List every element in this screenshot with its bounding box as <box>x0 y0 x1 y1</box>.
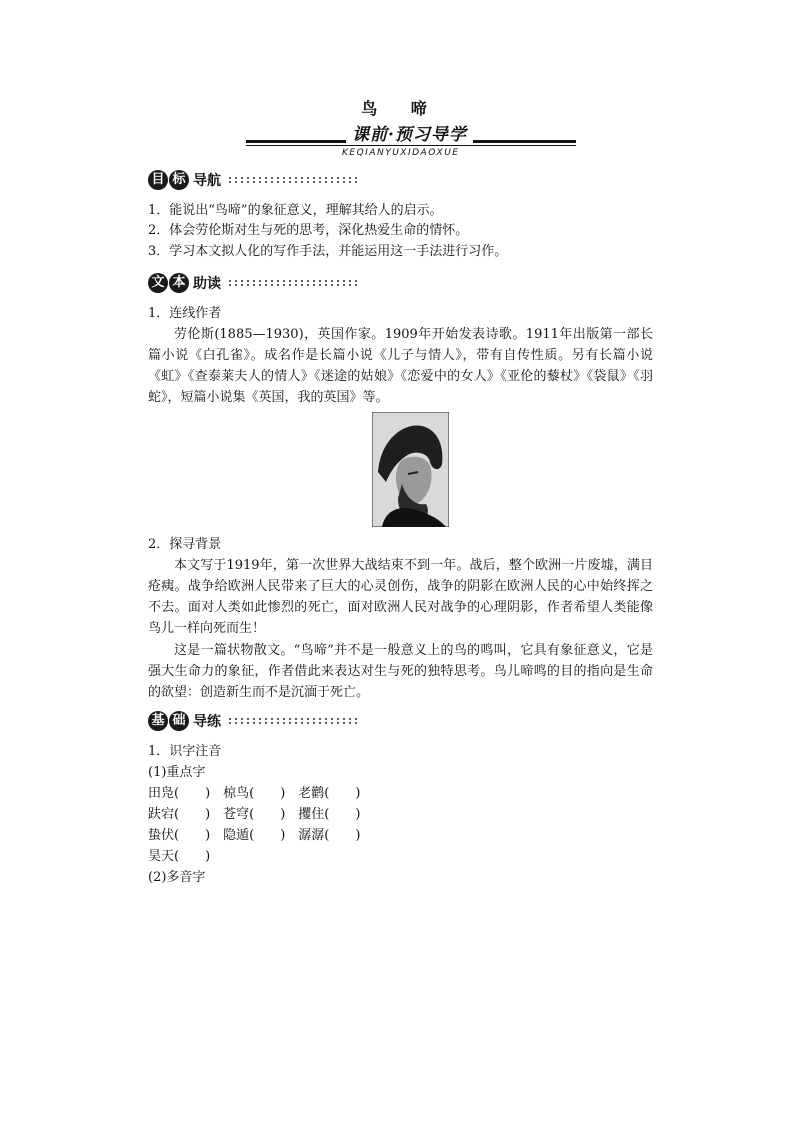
page-title: 鸟 啼 <box>361 99 441 118</box>
author-paragraph: 劳伦斯(1885—1930)，英国作家。1909年开始发表诗歌。1911年出版第一部长篇小说《白孔雀》。成名作是长篇小说《儿子与情人》，带有自传性质。另有长篇小说《虹》《查泰莱夫人的情人》《迷途的姑娘》《恋爱中的女人》《亚伦的藜杖》《袋鼠》《羽蛇》，短篇小说集《英国，我的英国》等。 <box>148 327 653 405</box>
badge-char: 标 <box>169 170 189 190</box>
subheading-background: 2．探寻背景 <box>148 537 222 552</box>
section-badge <box>148 170 190 190</box>
goal-item: 2．体会劳伦斯对生与死的思考，深化热爱生命的情怀。 <box>148 223 469 238</box>
section-badge <box>148 711 190 731</box>
pinyin-row: 田凫( ) 椋鸟( ) 老鹳( ) <box>148 786 361 801</box>
goal-item: 1．能说出“鸟啼”的象征意义，理解其给人的启示。 <box>148 203 443 218</box>
section-banner <box>246 120 576 160</box>
section-label: 助读 <box>193 276 221 292</box>
section-label: 导航 <box>193 173 221 189</box>
background-paragraph-1: 本文写于1919年，第一次世界大战结束不到一年。战后，整个欧洲一片废墟，满目疮痍。战争给欧洲人民带来了巨大的心灵创伤，战争的阴影在欧洲人民的心中始终挥之不去。面对人类如此惨烈的死亡，面对欧洲人民对战争的心理阴影，作者希望人类能像鸟儿一样向死而生！ <box>148 558 653 636</box>
pinyin-row: 蛰伏( ) 隐遁( ) 潺潺( ) <box>148 828 361 843</box>
goal-item: 3．学习本文拟人化的写作手法，并能运用这一手法进行习作。 <box>148 244 508 259</box>
pinyin-row: 昊天( ) <box>148 849 211 864</box>
section-goals-header <box>148 169 357 191</box>
dotted-leader <box>227 279 357 287</box>
subheading-key-characters: (1)重点字 <box>148 765 206 780</box>
badge-char: 本 <box>169 273 189 293</box>
section-basics-header <box>148 710 357 732</box>
author-portrait <box>372 412 449 527</box>
banner-rule-thin <box>246 145 576 146</box>
section-texthelp-header <box>148 272 357 294</box>
dotted-leader <box>227 717 357 725</box>
badge-char: 目 <box>148 170 168 190</box>
banner-title: 课前·预习导学 <box>346 120 473 145</box>
section-label: 导练 <box>193 714 221 730</box>
subheading-author: 1．连线作者 <box>148 306 222 321</box>
banner-subtitle: KEQIANYUXIDAOXUE <box>342 148 460 158</box>
badge-char: 基 <box>148 711 168 731</box>
section-badge <box>148 273 190 293</box>
pinyin-row: 趺宕( ) 苍穹( ) 攫住( ) <box>148 807 361 822</box>
subheading-pinyin: 1．识字注音 <box>148 744 222 759</box>
background-paragraph-2: 这是一篇状物散文。“鸟啼”并不是一般意义上的鸟的鸣叫，它具有象征意义，它是强大生命力的象征，作者借此来表达对生与死的独特思考。鸟儿啼鸣的目的指向是生命的欲望：创造新生而不是沉湎于死亡。 <box>148 643 653 700</box>
subheading-polyphones: (2)多音字 <box>148 870 206 885</box>
badge-char: 文 <box>148 273 168 293</box>
badge-char: 础 <box>169 711 189 731</box>
dotted-leader <box>227 176 357 184</box>
